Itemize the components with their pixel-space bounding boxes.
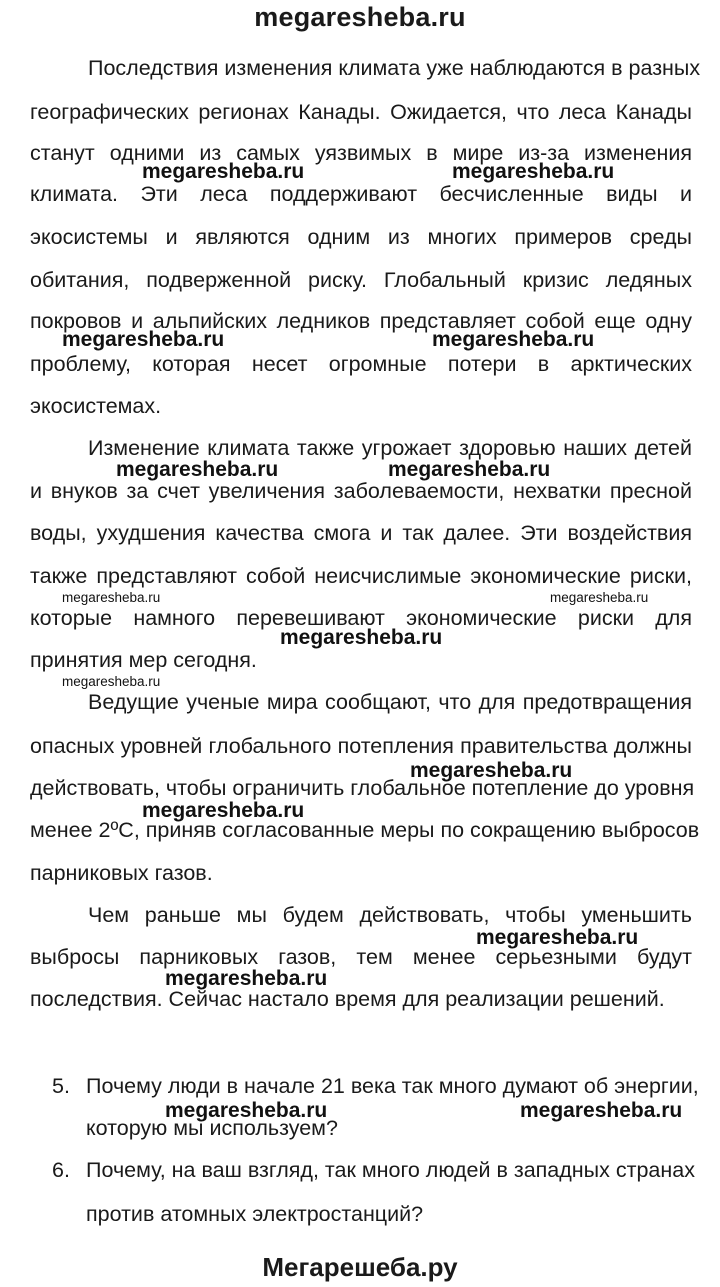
watermark: megaresheba.ru: [432, 328, 595, 351]
watermark: megaresheba.ru: [410, 759, 573, 782]
watermark: megaresheba.ru: [116, 458, 279, 481]
question-text: которую мы используем?: [86, 1116, 338, 1140]
question-text: Почему, на ваш взгляд, так много людей в западных странах: [86, 1158, 695, 1182]
text-line: также представляют собой неисчислимые экономические риски,: [30, 564, 692, 588]
text-line: действовать, чтобы ограничить глобальное потепление до уровня: [30, 776, 695, 800]
watermark: megaresheba.ru: [142, 799, 305, 822]
text-line: Последствия изменения климата уже наблюдаются в разных: [88, 56, 701, 80]
text-line: Изменение климата также угрожает здоровью наших детей: [88, 436, 692, 460]
text-line: географических регионах Канады. Ожидается, что леса Канады: [30, 100, 692, 124]
text-line: экосистемах.: [30, 394, 162, 418]
site-footer: Мегарешеба.ру: [262, 1252, 458, 1282]
text-line: покровов и альпийских ледников представляет собой еще одну: [30, 309, 692, 333]
text-line: парниковых газов.: [30, 861, 213, 885]
watermark: megaresheba.ru: [62, 590, 161, 605]
watermark: megaresheba.ru: [476, 926, 639, 949]
watermark: megaresheba.ru: [280, 626, 443, 649]
text-line: воды, ухудшения качества смога и так далее. Эти воздействия: [30, 521, 692, 545]
watermark: megaresheba.ru: [388, 458, 551, 481]
text-line: проблему, которая несет огромные потери в арктических: [30, 352, 692, 376]
text-line: менее 2ºC, приняв согласованные меры по сокращению выбросов: [30, 818, 700, 842]
watermark: megaresheba.ru: [520, 1099, 683, 1122]
text-line: выбросы парниковых газов, тем менее серьезными будут: [30, 945, 692, 969]
text-line: Чем раньше мы будем действовать, чтобы уменьшить: [88, 903, 692, 927]
text-line: и внуков за счет увеличения заболеваемости, нехватки пресной: [30, 479, 692, 503]
watermark: megaresheba.ru: [62, 674, 161, 689]
watermark: megaresheba.ru: [165, 1099, 328, 1122]
watermark: megaresheba.ru: [142, 160, 305, 183]
text-line: Ведущие ученые мира сообщают, что для предотвращения: [88, 690, 692, 714]
watermark: megaresheba.ru: [452, 160, 615, 183]
question-number: 6.: [52, 1158, 70, 1182]
text-line: принятия мер сегодня.: [30, 648, 257, 672]
text-line: климата. Эти леса поддерживают бесчисленные виды и: [30, 182, 692, 206]
text-line: которые намного перевешивают экономические риски для: [30, 606, 692, 630]
watermark: megaresheba.ru: [165, 967, 328, 990]
text-line: последствия. Сейчас настало время для реализации решений.: [30, 987, 665, 1011]
question-text: Почему люди в начале 21 века так много думают об энергии,: [86, 1074, 699, 1098]
text-line: экосистемы и являются одним из многих примеров среды: [30, 225, 692, 249]
watermark: megaresheba.ru: [550, 590, 649, 605]
question-text: против атомных электростанций?: [86, 1202, 424, 1226]
site-header: megaresheba.ru: [254, 2, 466, 32]
text-line: станут одними из самых уязвимых в мире из-за изменения: [30, 141, 692, 165]
text-line: опасных уровней глобального потепления правительства должны: [30, 734, 692, 758]
watermark: megaresheba.ru: [62, 328, 225, 351]
question-number: 5.: [52, 1074, 70, 1098]
text-line: обитания, подверженной риску. Глобальный кризис ледяных: [30, 268, 692, 292]
